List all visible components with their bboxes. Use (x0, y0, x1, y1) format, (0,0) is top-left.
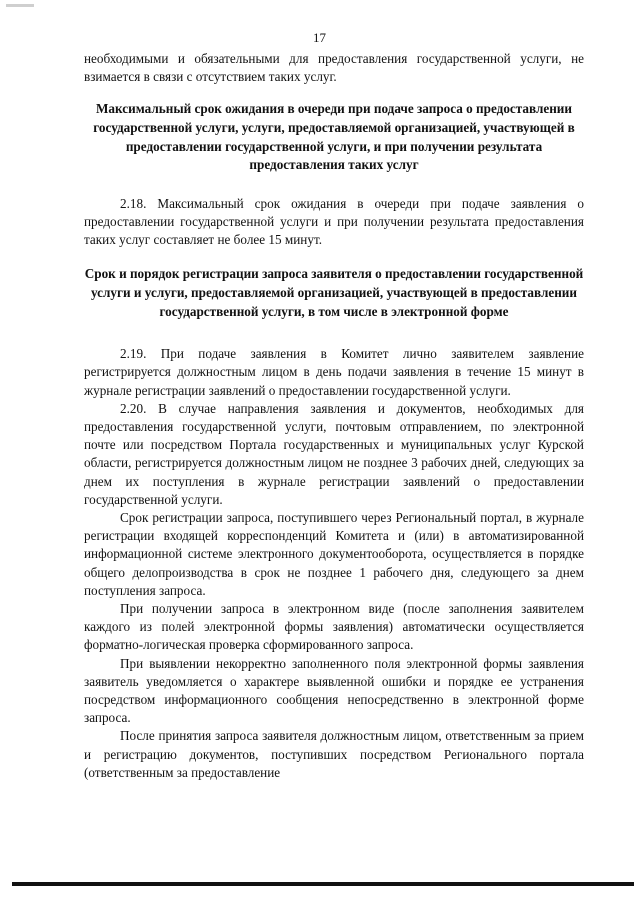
section-heading-registration: Срок и порядок регистрации запроса заявителя о предоставлении государственной услуги и услуги, предоставляемой организацией, участвующей в предоставлении государственной услуги, в том числе в электронной форме (84, 266, 584, 319)
paragraph-2-19: 2.19. При подаче заявления в Комитет лично заявителем заявление регистрируется должностным лицом в день подачи заявления в течение 15 минут в журнале регистрации заявлений о предоставлении государственной услуги. (84, 346, 584, 398)
page-number: 17 (313, 30, 326, 45)
spacer (84, 175, 584, 195)
scan-artifact (6, 4, 34, 7)
section-heading-waiting-time: Максимальный срок ожидания в очереди при подаче запроса о предоставлении государственной услуги, услуги, предоставляемой организацией, участвующей в предоставлении государственной услуги, и при получении результата предоставления таких услуг (93, 101, 575, 173)
bottom-border-line (12, 882, 634, 886)
paragraph-2-20: 2.20. В случае направления заявления и документов, необходимых для предоставления государственной услуги, почтовым отправлением, по электронной почте или посредством Портала государственных и муниципальных услуг Курской области, регистрируется должностным лицом не позднее 3 рабочих дней, следующих за днем их поступления в журнале регистрации заявлений о предоставлении государственной услуги. (84, 400, 584, 507)
spacer (84, 86, 584, 100)
paragraph-regional-portal: Срок регистрации запроса, поступившего через Региональный портал, в журнале регистрации входящей корреспонденций Комитета и (или) в автоматизированной информационной системе электронного документооборота, осуществляется в порядке общего делопроизводства в срок не позднее 1 рабочего дня, следующего за днем поступления запроса. (84, 510, 584, 598)
paragraph-2-18: 2.18. Максимальный срок ожидания в очереди при подаче заявления о предоставлении государственной услуги и при получении результата предоставления таких услуг составляет не более 15 минут. (84, 195, 584, 248)
paragraph-incorrect-field: При выявлении некорректно заполненного поля электронной формы заявления заявитель уведомляется о характере выявленной ошибки и порядке ее устранения посредством информационного сообщения непосредственно в электронной форме запроса. (84, 655, 584, 726)
intro-paragraph: необходимыми и обязательными для предоставления государственной услуги, не взимается в связи с отсутствием таких услуг. (84, 51, 584, 85)
paragraph-after-acceptance: После принятия запроса заявителя должностным лицом, ответственным за прием и регистрацию документов, поступивших посредством Регионального портала (ответственным за предоставление (84, 728, 584, 780)
paragraph-electronic-request: При получении запроса в электронном виде (после заполнения заявителем каждого из полей электронной формы заявления) автоматически осуществляется форматно-логическая проверка сформированного запроса. (84, 601, 584, 653)
spacer (84, 321, 584, 345)
spacer (84, 249, 584, 265)
document-body (84, 50, 584, 782)
